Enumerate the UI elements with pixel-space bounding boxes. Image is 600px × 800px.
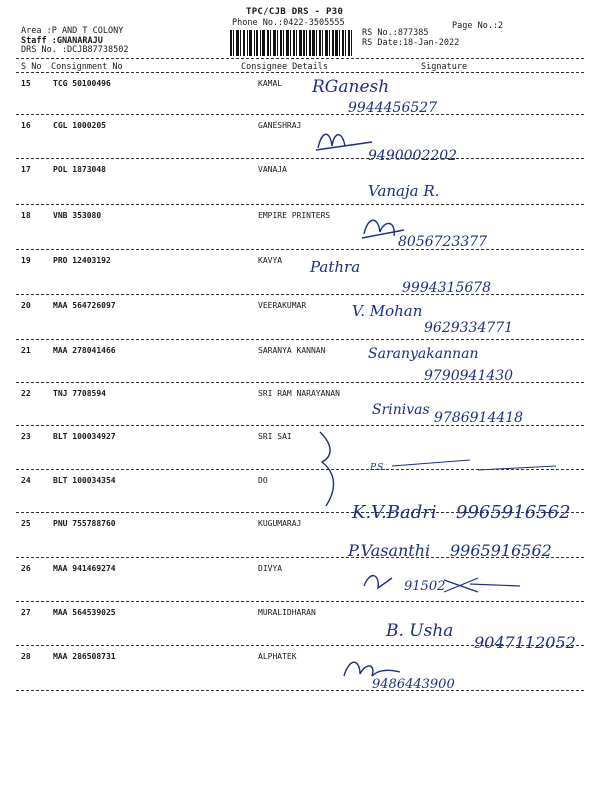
handwritten-phone: 9629334771 (424, 320, 514, 336)
row-consignee: KAVYA (258, 256, 283, 265)
signature-text: B. Usha (386, 621, 454, 641)
phone-number: Phone No.:0422-3505555 (232, 18, 345, 28)
signature-text: P.S. (370, 463, 386, 473)
handwritten-phone: 9965916562 (456, 502, 571, 523)
row-consignment: TCG 50100496 (53, 79, 111, 88)
row-sno: 22 (21, 389, 31, 398)
handwritten-phone: 9965916562 (450, 541, 552, 560)
col-sno: S No (21, 62, 42, 72)
row-consignment: BLT 100034354 (53, 476, 116, 485)
signature-text: P.Vasanthi (348, 541, 431, 560)
row-consignment: BLT 100034927 (53, 432, 116, 441)
row-consignee: VANAJA (258, 165, 287, 174)
row-consignee: EMPIRE PRINTERS (258, 211, 331, 220)
handwritten-phone: 9490002202 (368, 148, 458, 164)
row-divider (16, 339, 584, 340)
row-sno: 17 (21, 165, 31, 174)
signature-text: RGanesh (312, 77, 390, 97)
table-row (0, 208, 600, 250)
signature-text: Saranyakannan (368, 346, 479, 362)
table-row (0, 473, 600, 515)
row-consignment: MAA 941469274 (53, 564, 116, 573)
divider (16, 72, 584, 73)
row-consignment: PNU 755788760 (53, 519, 116, 528)
row-divider (16, 469, 584, 470)
handwritten-phone: 9790941430 (424, 368, 514, 384)
sheet-title: TPC/CJB DRS - P30 (246, 7, 344, 17)
row-sno: 21 (21, 346, 31, 355)
row-divider (16, 249, 584, 250)
row-consignment: MAA 278041466 (53, 346, 116, 355)
row-consignee: KUGUMARAJ (258, 519, 302, 528)
row-divider (16, 512, 584, 513)
staff-label: Staff :GNANARAJU (21, 35, 103, 46)
table-row (0, 649, 600, 691)
row-divider (16, 204, 584, 205)
row-consignee: DO (258, 476, 268, 485)
row-consignee: MURALIDHARAN (258, 608, 316, 617)
table-row (0, 343, 600, 385)
row-consignee: KAMAL (258, 79, 283, 88)
row-consignee: SRI SAI (258, 432, 292, 441)
header-info-right (362, 29, 459, 48)
table-row (0, 516, 600, 558)
handwritten-phone: 91502 (404, 579, 446, 594)
row-sno: 25 (21, 519, 31, 528)
row-sno: 23 (21, 432, 31, 441)
col-consignment: Consignment No (51, 62, 123, 72)
table-row (0, 298, 600, 340)
row-sno: 26 (21, 564, 31, 573)
row-divider (16, 294, 584, 295)
row-consignee: VEERAKUMAR (258, 301, 307, 310)
table-row (0, 386, 600, 428)
rs-number: RS No.:877385 (362, 28, 429, 38)
row-sno: 20 (21, 301, 31, 310)
drs-number: DRS No. :DCJB87738502 (21, 45, 129, 55)
handwritten-phone: 9994315678 (402, 280, 492, 296)
col-signature: Signature (421, 62, 468, 72)
row-consignee: GANESHRAJ (258, 121, 302, 130)
signature-text: Vanaja R. (368, 182, 440, 200)
row-consignee: ALPHATEK (258, 652, 297, 661)
row-consignee: SRI RAM NARAYANAN (258, 389, 340, 398)
row-sno: 16 (21, 121, 31, 130)
row-sno: 19 (21, 256, 31, 265)
row-consignment: POL 1873048 (53, 165, 106, 174)
handwritten-phone: 8056723377 (398, 234, 488, 250)
row-consignment: CGL 1000205 (53, 121, 106, 130)
row-divider (16, 557, 584, 558)
row-sno: 15 (21, 79, 31, 88)
table-row (0, 253, 600, 295)
handwritten-phone: 9486443900 (372, 677, 455, 692)
row-consignee: SARANYA KANNAN (258, 346, 326, 355)
row-consignment: TNJ 7708594 (53, 389, 106, 398)
table-row (0, 162, 600, 204)
row-divider (16, 425, 584, 426)
row-sno: 18 (21, 211, 31, 220)
signature-text: V. Mohan (352, 302, 423, 320)
row-divider (16, 158, 584, 159)
row-divider (16, 382, 584, 383)
row-consignment: MAA 564726097 (53, 301, 116, 310)
row-sno: 27 (21, 608, 31, 617)
row-consignment: MAA 286508731 (53, 652, 116, 661)
divider (16, 58, 584, 59)
table-row (0, 118, 600, 160)
row-divider (16, 690, 584, 691)
row-consignee: DIVYA (258, 564, 283, 573)
row-consignment: VNB 353080 (53, 211, 102, 220)
col-consignee: Consignee Details (241, 62, 328, 72)
row-consignment: PRO 12403192 (53, 256, 111, 265)
handwritten-phone: 9786914418 (434, 410, 524, 426)
area-label: Area :P AND T COLONY (21, 26, 124, 36)
table-row (0, 76, 600, 118)
signature-text: Srinivas (372, 402, 430, 418)
table-row (0, 605, 600, 647)
signature-text: K.V.Badri (352, 502, 437, 523)
handwritten-phone: 9944456527 (348, 100, 438, 116)
row-sno: 24 (21, 476, 31, 485)
row-divider (16, 601, 584, 602)
row-sno: 28 (21, 652, 31, 661)
signature-text: Pathra (310, 258, 361, 276)
rs-date: RS Date:18-Jan-2022 (362, 37, 460, 48)
barcode (230, 30, 352, 56)
table-row (0, 561, 600, 603)
row-consignment: MAA 564539025 (53, 608, 116, 617)
header-info-left (21, 27, 128, 56)
handwritten-phone: 9047112052 (474, 633, 576, 652)
row-divider (16, 645, 584, 646)
row-divider (16, 114, 584, 115)
page-number: Page No.:2 (452, 21, 504, 31)
table-row (0, 429, 600, 471)
